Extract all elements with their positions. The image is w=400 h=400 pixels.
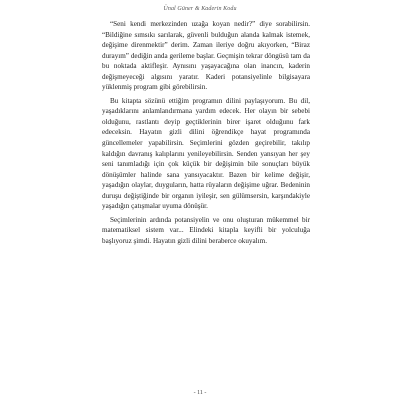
paragraph: Seçimlerinin ardında potansiyelin ve onu oluşturan mükemmel bir matematiksel sistem var... Elindeki kitapla keyifli bir yolculuğa başlıyoruz şimdi. Hayatın gizli dilini beraberce okuyalım.: [102, 215, 310, 245]
paragraph: Bu kitapta sözünü ettiğim programın dilini paylaşıyorum. Bu dil, yaşadıklarını anlamlandırmana yardım edecek. Her olayın bir sebebi olduğunu, rastlantı deyip geçtiklerinin birer işaret olduğunu fark edeceksin. Hayatın gizli dilini öğrendikçe hayat programında güncellemeler yapabilirsin. Seçimlerini gözden geçirebilir, takılıp kaldığın davranış kalıplarını yenileyebilirsin. Senden yansıyan her şey seni tanımladığı için çok küçük bir değişimin bile sonuçları büyük dönüşümler halinde sana yansıyacaktır. Bazen bir kelime değişir, yaşadığın olaylar, duyguların, hatta rüyaların değişime uğrar. Bedeninin duruşu değiştiğinde bir organın iyileşir, sen gülümsersin, karşındakiyle yaşadığın çatışmalar uyuma dönüşür.: [102, 96, 310, 211]
running-head: Ünal Güner & Kaderin Kodu: [163, 6, 237, 12]
body-text: [102, 19, 310, 246]
paragraph: “Seni kendi merkezinden uzağa koyan nedir?” diye sorabilirsin. “Bildiğine sımsıkı sarılarak, güvenli bulduğun alanda kalmak istemek, değişime direnmektir” derim. Zaman ileriye doğru akıyorken, “Biraz durayım” dediğin anda gerileme başlar. Geçmişin tekrar döngüsü tam da bu noktada aktifleşir. Aynısını yaşayacağına olan inancın, kaderin değişmeyeceği algısını yaratır. Kaderi potansiyelinle bilgisayara yüklenmiş program gibi görebilirsin.: [102, 20, 310, 92]
page-number: - 11 -: [193, 390, 207, 396]
